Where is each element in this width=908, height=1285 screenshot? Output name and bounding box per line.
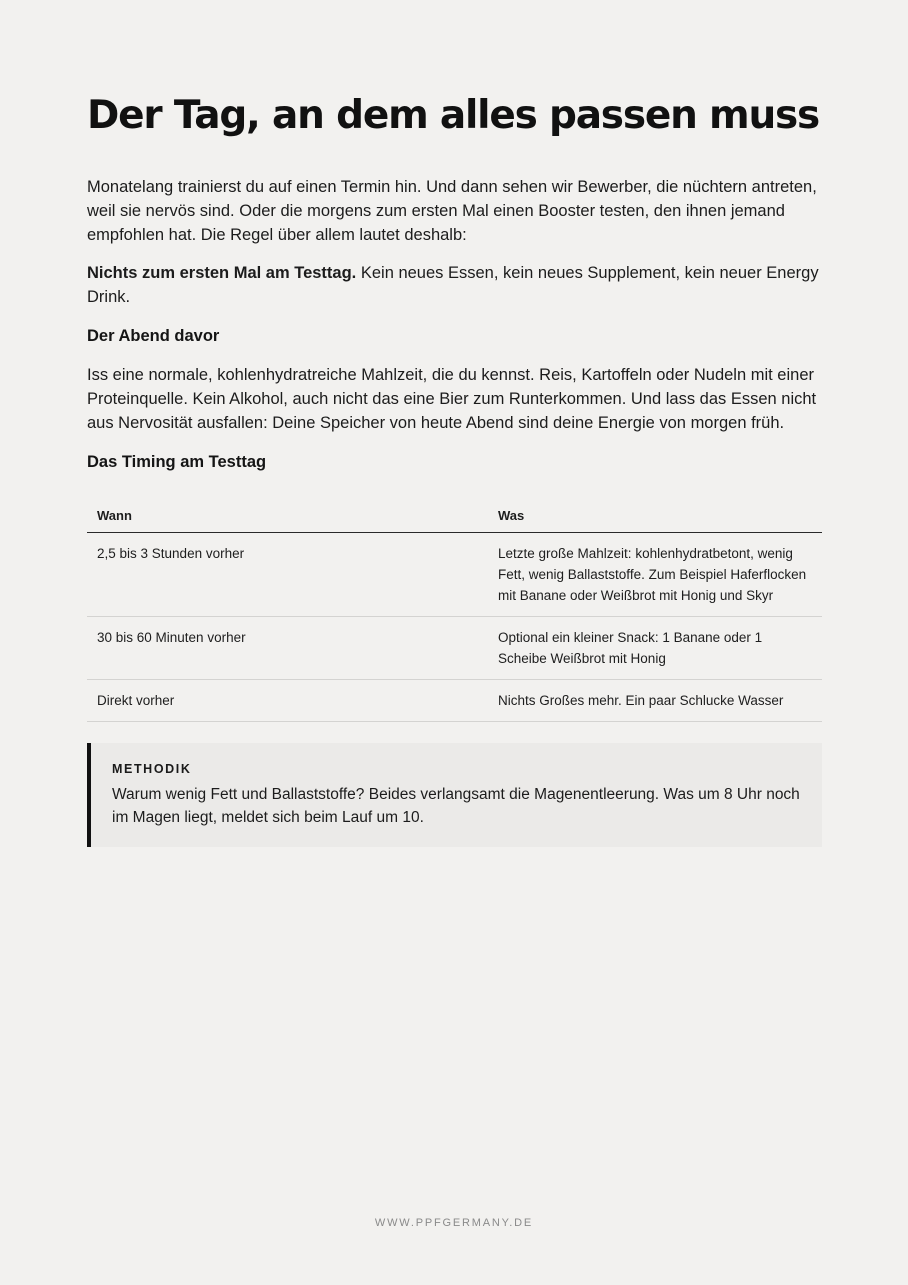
column-header-what: Was [488,500,822,532]
evening-paragraph: Iss eine normale, kohlenhydratreiche Mahlzeit, die du kennst. Reis, Kartoffeln oder Nudeln mit einer Proteinquelle. Kein Alkohol, auch nicht das eine Bier zum Runterkommen. Und lass das Essen nicht aus Nervosität ausfallen: Deine Speicher von heute Abend sind deine Energie von morgen früh. [87,366,817,432]
page-title: Der Tag, an dem alles passen muss [87,93,820,138]
table-header-row [87,500,822,532]
table-cell-what: Optional ein kleiner Snack: 1 Banane oder 1 Scheibe Weißbrot mit Honig [488,616,822,679]
rule-text: Kein neues Essen, kein neues Supplement, kein neuer Energy Drink. [87,264,819,306]
table-row [87,616,822,679]
footer-url: WWW.PPFGERMANY.DE [374,1217,534,1229]
evening-heading: Der Abend davor [87,327,220,345]
rule-bold-text: Nichts zum ersten Mal am Testtag. [87,264,357,282]
timing-table [87,500,822,722]
rule-paragraph [87,261,822,309]
methodik-callout [87,743,822,847]
table-cell-what: Letzte große Mahlzeit: kohlenhydratbetont, wenig Fett, wenig Ballaststoffe. Zum Beispiel Haferflocken mit Banane oder Weißbrot mit Honig und Skyr [488,532,822,616]
column-header-when: Wann [87,500,488,532]
article [87,92,822,847]
table-cell-when: 2,5 bis 3 Stunden vorher [87,532,488,616]
callout-text: Warum wenig Fett und Ballaststoffe? Beides verlangsamt die Magenentleerung. Was um 8 Uhr noch im Magen liegt, meldet sich beim Lauf um 10. [112,785,800,826]
table-row [87,679,822,721]
table-cell-what: Nichts Großes mehr. Ein paar Schlucke Wasser [488,679,822,721]
callout-title: METHODIK [112,761,192,776]
table-cell-when: Direkt vorher [87,679,488,721]
timing-heading: Das Timing am Testtag [87,453,267,471]
table-cell-when: 30 bis 60 Minuten vorher [87,616,488,679]
table-row [87,532,822,616]
intro-paragraph: Monatelang trainierst du auf einen Termin hin. Und dann sehen wir Bewerber, die nüchtern antreten, weil sie nervös sind. Oder die morgens zum ersten Mal einen Booster testen, den ihnen jemand empfohlen hat. Die Regel über allem lautet deshalb: [87,178,817,244]
